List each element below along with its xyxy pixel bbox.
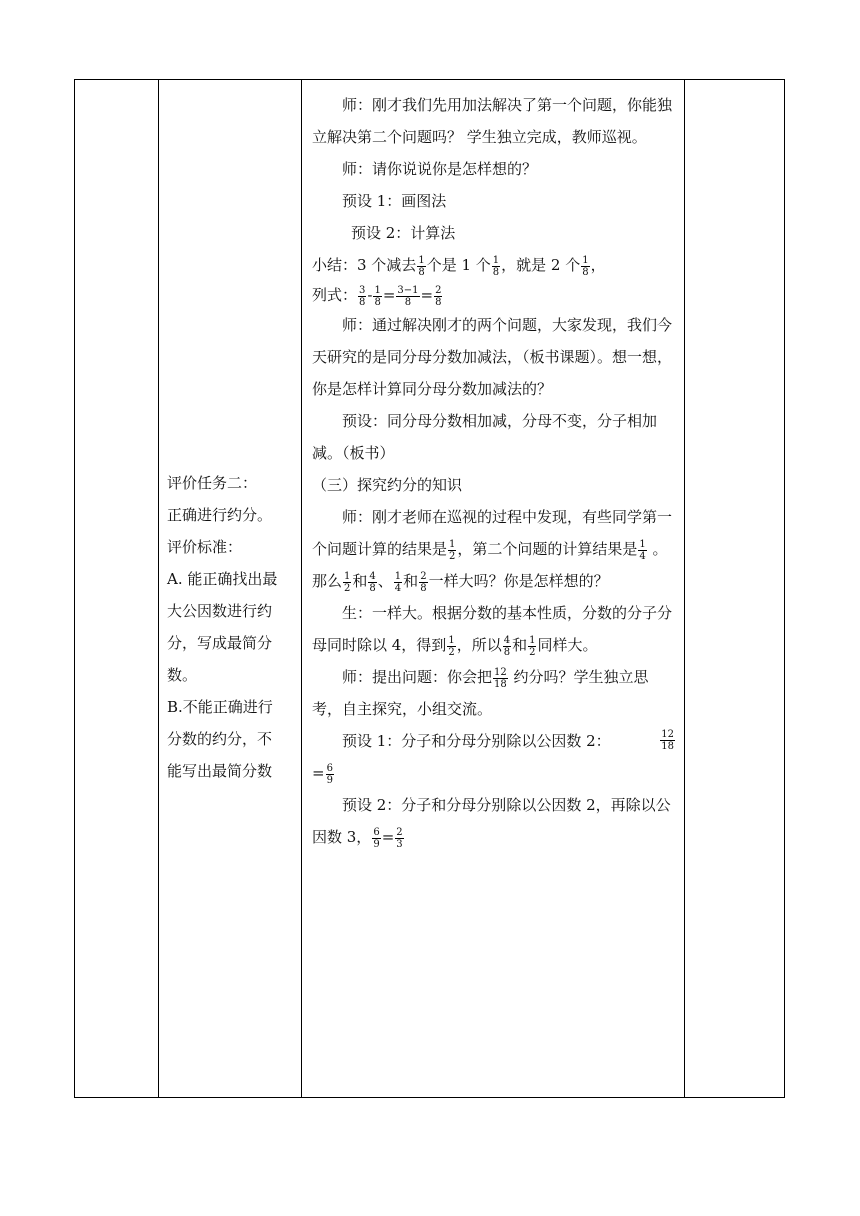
fraction: $\frac{2}{8}$ <box>435 284 442 308</box>
text: ，就是 2 个 <box>501 256 581 274</box>
fraction: $\frac{2}{8}$ <box>420 570 427 594</box>
eval-line: 评价任务二： <box>167 474 258 492</box>
operator: = <box>420 286 434 304</box>
paragraph: 预设 1：分子和分母分别除以公因数 2： $\frac{12}{18}$ = $\frac{6}{9}$ <box>312 729 674 786</box>
paragraph: 预设：同分母分数相加减，分母不变，分子相加减。（板书） <box>312 412 658 462</box>
text: ， <box>590 256 606 274</box>
fraction: $\frac{12}{18}$ <box>661 729 674 752</box>
operator: - <box>367 286 373 304</box>
paragraph: 师：刚才我们先用加法解决了第一个问题，你能独立解决第二个问题吗？ 学生独立完成，教师巡视。 <box>312 96 673 146</box>
paragraph: 师：通过解决刚才的两个问题，大家发现，我们今天研究的是同分母分数加减法，（板书课题）。想一想，你是怎样计算同分母分数加减法的？ <box>312 316 673 398</box>
fraction: $\frac{1}{8}$ <box>374 284 381 308</box>
fraction: $\frac{1}{2}$ <box>448 634 455 658</box>
text: 个是 1 个 <box>426 256 491 274</box>
fraction: $\frac{1}{2}$ <box>529 634 536 658</box>
fraction: $\frac{2}{3}$ <box>396 826 403 850</box>
evaluation-cell <box>159 80 302 1098</box>
eval-line: 分数的约分，不 <box>167 730 273 748</box>
fraction: $\frac{3-1}{8}$ <box>397 284 419 308</box>
fraction: $\frac{12}{18}$ <box>494 666 507 690</box>
eval-line: 评价标准： <box>167 538 243 556</box>
fraction: $\frac{6}{9}$ <box>326 762 333 786</box>
eval-line: 正确进行约分。 <box>167 506 273 524</box>
blank-column-cell <box>75 80 159 1098</box>
fraction: $\frac{1}{8}$ <box>492 254 500 278</box>
teaching-process-cell <box>302 80 685 1098</box>
text: 小结：3 个减去 <box>312 256 417 274</box>
eval-line: B.不能正确进行 <box>167 698 273 716</box>
eval-line: 分，写成最简分 <box>167 634 273 652</box>
fraction: $\frac{1}{2}$ <box>449 538 456 562</box>
lesson-plan-table <box>74 79 785 1098</box>
fraction: $\frac{1}{8}$ <box>418 254 425 278</box>
fraction: $\frac{3}{8}$ <box>359 284 366 308</box>
fraction: $\frac{1}{4}$ <box>394 570 402 594</box>
fraction: $\frac{1}{2}$ <box>344 570 351 594</box>
formula-line <box>312 281 676 309</box>
paragraph: 预设 2：分子和分母分别除以公因数 2，再除以公因数 3， $\frac{6}{9}$ = $\frac{2}{3}$ <box>312 796 671 850</box>
paragraph: 师：请你说说你是怎样想的？ <box>342 160 538 178</box>
table-row <box>75 80 785 1098</box>
paragraph: 生：一样大。根据分数的基本性质，分数的分子分母同时除以 4，得到 $\frac{1}{2}$ ，所以 $\frac{4}{8}$ 和 $\frac{1}{2}$ 同样大。 <box>312 604 673 658</box>
eval-line: 能写出最简分数 <box>167 762 273 780</box>
paragraph: 预设 1：画图法 <box>342 192 447 210</box>
fraction: $\frac{1}{4}$ <box>639 538 646 562</box>
section-heading: （三）探究约分的知识 <box>312 476 463 494</box>
paragraph: 师：刚才老师在巡视的过程中发现，有些同学第一个问题计算的结果是 $\frac{1}{2}$ ，第二个问题的计算结果是 $\frac{1}{4}$ 。那么 $\frac{1}{2}$ 和 $\frac{4}{8}$ 、 $\frac{1}{4}$ 和 $\frac{2}{8}$ 一样大吗？你是怎样想的？ <box>312 508 673 594</box>
eval-line: A. 能正确找出最 <box>167 570 278 588</box>
fraction: $\frac{6}{9}$ <box>373 826 380 850</box>
operator: = <box>382 286 396 304</box>
fraction: $\frac{4}{8}$ <box>503 634 511 658</box>
paragraph: 预设 2：计算法 <box>351 224 456 242</box>
eval-line: 数。 <box>167 666 198 684</box>
fraction: $\frac{1}{8}$ <box>582 254 589 278</box>
text: 列式： <box>312 286 358 304</box>
fraction: $\frac{4}{8}$ <box>369 570 376 594</box>
paragraph: 师：提出问题：你会把 $\frac{12}{18}$ 约分吗？学生独立思考，自主探究，小组交流。 <box>312 666 649 718</box>
summary-line <box>312 249 676 281</box>
eval-line: 大公因数进行约 <box>167 602 273 620</box>
notes-column-cell <box>685 80 785 1098</box>
